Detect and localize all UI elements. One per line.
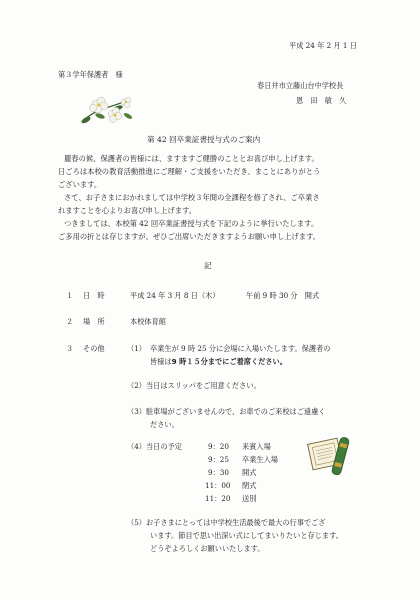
ki-heading: 記 [204, 261, 212, 270]
schedule-event: 卒業生入場 [242, 455, 278, 464]
note-1-line-2 [150, 358, 287, 365]
note-2: （2）当日はスリッパをご用意ください。 [127, 381, 261, 390]
ceremony-start-time: 午前 9 時 30 分 開式 [246, 291, 320, 300]
item-1-number: １ [66, 291, 74, 300]
schedule-time: 9：25 [208, 455, 229, 464]
diploma-scroll-illustration [306, 433, 354, 477]
schedule-event: 送別 [242, 494, 257, 503]
schedule-time: 11：20 [205, 494, 231, 503]
schedule-event: 開式 [242, 468, 257, 477]
body-paragraph-3-line-1: つきましては、本校第 42 回卒業証書授与式を下記のように挙行いたします。 [64, 219, 319, 228]
ceremony-date: 平成 24 年 3 月 8 日（木） [130, 291, 220, 300]
schedule-event: 来賓入場 [242, 442, 271, 451]
schedule-time: 9：30 [208, 468, 229, 477]
schedule-event: 閉式 [242, 481, 257, 490]
item-3-number: ３ [66, 344, 74, 353]
body-paragraph-1-line-1: 麗春の候、保護者の皆様には、ますますご健勝のこととお喜び申し上げます。 [64, 154, 319, 163]
item-1-label: 日 時 [83, 291, 105, 300]
ceremony-venue: 本校体育館 [130, 317, 166, 326]
note-3-line-1: （3）駐車場がございませんので、お車でのご来校はご遠慮く [127, 407, 326, 416]
note-1-line-1: 卒業生が 9 時 25 分に会場に入場いたします。保護者の [150, 344, 331, 353]
note-1-line-2-prefix: 皆様は [150, 357, 172, 366]
recipient-line: 第３学年保護者 様 [58, 70, 123, 79]
note-1-seating-deadline: 9 時１５分までにご着席ください。 [171, 357, 287, 366]
note-5-line-3: どうぞよろしくお願いいたします。 [150, 544, 265, 553]
body-paragraph-1-line-2: 日ごろは本校の教育活動推進にご理解・ご支援をいただき、まことにありがとう [58, 167, 321, 176]
body-paragraph-3-line-2: ご多用の折とは存じますが、ぜひご出席いただきますようお願い申し上げます。 [58, 232, 321, 241]
item-3-label: その他 [83, 344, 105, 353]
item-2-number: ２ [66, 317, 74, 326]
note-3-line-2: ださい。 [150, 420, 179, 429]
schedule-time: 11：00 [205, 481, 231, 490]
note-4-label: （4）当日の予定 [127, 442, 182, 451]
letter-date: 平成 24 年 2 月 1 日 [289, 41, 357, 50]
school-name: 春日井市立藤山台中学校長 [257, 81, 344, 90]
item-2-label: 場 所 [83, 317, 105, 326]
body-paragraph-2-line-2: れますことを心よりお喜び申し上げます。 [58, 206, 197, 215]
body-paragraph-2-line-1: さて、お子さまにおかれましては中学校３年間の全課程を修了され、ご卒業さ [64, 193, 320, 202]
principal-name: 恩 田 敏 久 [296, 96, 347, 105]
camellia-flower-illustration [78, 94, 134, 128]
note-5-line-1: （5）お子さまにとっては中学校生活最後で最大の行事でござ [127, 518, 326, 527]
note-1-number: （1） [127, 344, 146, 353]
note-5-line-2: います。節目で思い出深い式にしてまいりたいと存じます。 [150, 531, 343, 540]
schedule-time: 9：20 [208, 442, 229, 451]
notice-title: 第 42 回卒業証書授与式のご案内 [147, 135, 261, 144]
body-paragraph-1-line-3: ございます。 [58, 180, 102, 189]
